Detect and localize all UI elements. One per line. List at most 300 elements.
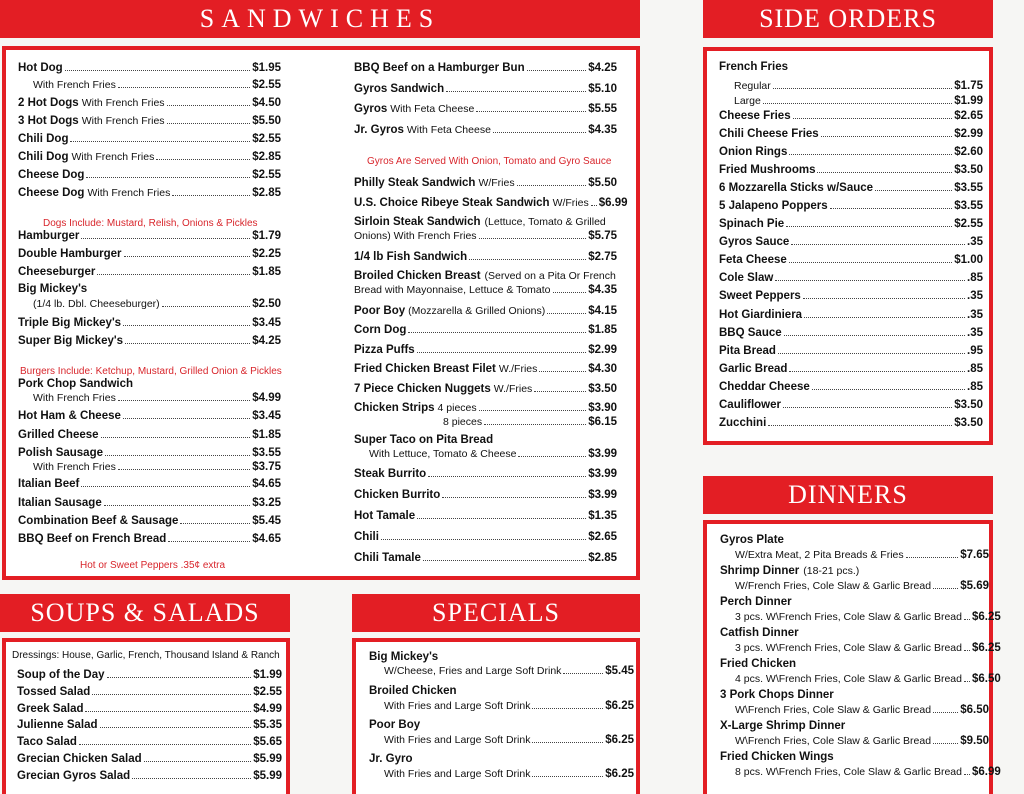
soups-box xyxy=(2,638,290,794)
item-price: .85 xyxy=(967,381,983,393)
menu-item-italian-sausage xyxy=(18,497,281,510)
item-price: $3.99 xyxy=(588,468,617,480)
menu-item-cheese-dog xyxy=(18,169,281,182)
menu-item-1-4-lb-fish-sandwich xyxy=(354,251,617,264)
menu-item-chili xyxy=(354,531,617,544)
item-price: $5.65 xyxy=(253,736,282,748)
menu-item-gyros-sauce xyxy=(719,236,983,249)
item-price: $5.45 xyxy=(605,665,634,677)
item-name: Taco Salad xyxy=(17,736,77,748)
dot-leader xyxy=(167,105,251,106)
dot-leader xyxy=(875,190,952,191)
specials-header xyxy=(352,594,640,632)
item-name: Gyros Plate xyxy=(720,534,784,546)
menu-item-w-cheese-fries-and-large-soft-drink xyxy=(369,665,634,678)
menu-item-7-piece-chicken-nuggets xyxy=(354,383,617,396)
item-name: Zucchini xyxy=(719,417,767,429)
side-orders-title: SIDE ORDERS xyxy=(759,4,937,33)
item-price: $5.35 xyxy=(253,719,282,731)
menu-item-with-french-fries xyxy=(18,461,281,474)
dot-leader xyxy=(484,424,586,425)
item-price: $2.55 xyxy=(252,79,281,91)
menu-item-regular xyxy=(719,80,983,93)
item-name: Broiled Chicken Breast xyxy=(354,270,481,282)
menu-item-hot-tamale xyxy=(354,510,617,523)
item-name: Soup of the Day xyxy=(17,669,105,681)
item-price: $6.50 xyxy=(972,673,1001,685)
item-name: Double Hamburger xyxy=(18,248,122,260)
dot-leader xyxy=(821,136,953,137)
item-name: Feta Cheese xyxy=(719,254,787,266)
menu-item-5-jalapeno-poppers xyxy=(719,200,983,213)
dot-leader xyxy=(784,335,965,336)
menu-item-title-poor-boy xyxy=(369,719,634,731)
item-price: $3.90 xyxy=(588,402,617,414)
item-price: $5.50 xyxy=(252,115,281,127)
dot-leader xyxy=(789,154,952,155)
item-price: $4.35 xyxy=(588,124,617,136)
item-name: W/Cheese, Fries and Large Soft Drink xyxy=(384,665,562,677)
item-name: With French Fries xyxy=(33,392,116,404)
item-price: $1.85 xyxy=(252,429,281,441)
dot-leader xyxy=(591,205,597,206)
item-name: Fried Chicken Breast Filet xyxy=(354,363,496,375)
dot-leader xyxy=(423,560,586,561)
item-name: X-Large Shrimp Dinner xyxy=(720,720,846,732)
item-name: Cheese Dog xyxy=(18,169,85,181)
item-price: $3.50 xyxy=(954,399,983,411)
item-price: $2.25 xyxy=(252,248,281,260)
dot-leader xyxy=(105,455,250,456)
item-price: .35 xyxy=(967,236,983,248)
menu-item-with-fries-and-large-soft-drink xyxy=(369,700,634,713)
dot-leader xyxy=(804,317,965,318)
dinners-header xyxy=(703,476,993,514)
item-price: $9.50 xyxy=(960,735,989,747)
item-price: $2.85 xyxy=(588,552,617,564)
menu-item-title-x-large-shrimp-dinner xyxy=(720,720,989,732)
item-name: 8 pieces xyxy=(443,416,483,428)
item-price: $2.99 xyxy=(954,128,983,140)
dot-leader xyxy=(517,185,587,186)
item-price: $5.55 xyxy=(588,103,617,115)
item-name: Cheddar Cheese xyxy=(719,381,810,393)
item-name: Philly Steak Sandwich xyxy=(354,177,476,189)
soups-header xyxy=(0,594,290,632)
dot-leader xyxy=(118,87,250,88)
item-price: $3.25 xyxy=(252,497,281,509)
item-price: $3.55 xyxy=(954,200,983,212)
item-price: $4.99 xyxy=(252,392,281,404)
menu-item-w-french-fries-cole-slaw-garlic-bread xyxy=(720,580,989,593)
item-name: Hot Giardiniera xyxy=(719,309,803,321)
menu-item-spinach-pie xyxy=(719,218,983,231)
item-name: Chili Dog xyxy=(18,133,69,145)
item-price: $6.25 xyxy=(605,734,634,746)
item-price: $5.50 xyxy=(588,177,617,189)
menu-item-fried-mushrooms xyxy=(719,164,983,177)
item-price: $4.15 xyxy=(588,305,617,317)
item-name: With Lettuce, Tomato & Cheese xyxy=(369,448,517,460)
menu-item-4-pcs-w-french-fries-cole-slaw-garlic-bread xyxy=(720,673,1001,686)
dot-leader xyxy=(81,486,250,487)
item-name: Grilled Cheese xyxy=(18,429,99,441)
menu-note: Hot or Sweet Peppers .35¢ extra xyxy=(80,560,226,571)
item-name: Jr. Gyro xyxy=(369,753,413,765)
dot-leader xyxy=(123,418,250,419)
dot-leader xyxy=(125,343,250,344)
item-name: Pita Bread xyxy=(719,345,776,357)
item-name: Cauliflower xyxy=(719,399,781,411)
item-description: With Feta Cheese xyxy=(390,103,475,115)
item-price: $4.30 xyxy=(588,363,617,375)
dot-leader xyxy=(172,195,250,196)
menu-item-hot-giardiniera xyxy=(719,309,983,322)
item-price: $4.50 xyxy=(252,97,281,109)
item-price: $2.50 xyxy=(252,298,281,310)
menu-item-large xyxy=(719,95,983,108)
menu-item-u-s-choice-ribeye-steak-sandwich xyxy=(354,197,628,210)
menu-item-title-gyros-plate xyxy=(720,534,989,546)
menu-item-title-shrimp-dinner xyxy=(720,565,989,577)
item-name: 3 pcs. W\French Fries, Cole Slaw & Garlic Bread xyxy=(735,642,962,654)
item-name: Grecian Gyros Salad xyxy=(17,770,131,782)
item-name: Hot Tamale xyxy=(354,510,416,522)
dot-leader xyxy=(92,694,251,695)
dot-leader xyxy=(775,280,965,281)
item-name: 3 Hot Dogs xyxy=(18,115,79,127)
dot-leader xyxy=(144,761,252,762)
dot-leader xyxy=(65,70,251,71)
dot-leader xyxy=(812,389,965,390)
menu-item-title-broiled-chicken-breast xyxy=(354,270,617,282)
item-description: With French Fries xyxy=(81,115,165,127)
specials-box xyxy=(352,638,640,794)
item-name: Regular xyxy=(734,80,771,92)
item-name: Corn Dog xyxy=(354,324,407,336)
item-price: $2.55 xyxy=(252,133,281,145)
item-price: $1.85 xyxy=(252,266,281,278)
menu-item-pizza-puffs xyxy=(354,344,617,357)
menu-item-bbq-beef-on-french-bread xyxy=(18,533,281,546)
item-name: Hamburger xyxy=(18,230,80,242)
item-price: $2.75 xyxy=(588,251,617,263)
item-name: W\French Fries, Cole Slaw & Garlic Bread xyxy=(735,704,932,716)
item-name: With Fries and Large Soft Drink xyxy=(384,734,531,746)
item-price: $1.35 xyxy=(588,510,617,522)
item-name: BBQ Sauce xyxy=(719,327,782,339)
item-name: Super Taco on Pita Bread xyxy=(354,434,494,446)
item-name: Chicken Burrito xyxy=(354,489,441,501)
item-name: Pizza Puffs xyxy=(354,344,415,356)
menu-item-cole-slaw xyxy=(719,272,983,285)
item-name: 7 Piece Chicken Nuggets xyxy=(354,383,491,395)
item-price: $2.85 xyxy=(252,187,281,199)
item-price: $1.85 xyxy=(588,324,617,336)
menu-item-title-perch-dinner xyxy=(720,596,989,608)
item-price: $2.55 xyxy=(253,686,282,698)
dot-leader xyxy=(527,70,587,71)
dot-leader xyxy=(167,123,251,124)
item-price: $1.75 xyxy=(954,80,983,92)
item-price: .35 xyxy=(967,290,983,302)
item-name: Cheeseburger xyxy=(18,266,96,278)
item-name: 2 Hot Dogs xyxy=(18,97,79,109)
item-name: (1/4 lb. Dbl. Cheeseburger) xyxy=(33,298,160,310)
sandwiches-title: SANDWICHES xyxy=(199,4,441,33)
item-name: Perch Dinner xyxy=(720,596,792,608)
item-description: 4 pieces xyxy=(437,402,477,414)
menu-item-title-big-mickey-s xyxy=(369,651,634,663)
sandwiches-header xyxy=(0,0,640,38)
menu-item-grilled-cheese xyxy=(18,429,281,442)
dot-leader xyxy=(789,371,965,372)
menu-item-combination-beef-sausage xyxy=(18,515,281,528)
menu-item-3-hot-dogs xyxy=(18,115,281,128)
item-name: Garlic Bread xyxy=(719,363,788,375)
menu-item-gyros xyxy=(354,103,617,116)
menu-item-polish-sausage xyxy=(18,447,281,460)
item-name: Steak Burrito xyxy=(354,468,427,480)
item-name: W\French Fries, Cole Slaw & Garlic Bread xyxy=(735,735,932,747)
dot-leader xyxy=(768,425,952,426)
item-price: $4.25 xyxy=(588,62,617,74)
menu-item-title-pork-chop-sandwich xyxy=(18,378,281,390)
item-price: $4.65 xyxy=(252,478,281,490)
dot-leader xyxy=(123,325,250,326)
dot-leader xyxy=(532,776,603,777)
dot-leader xyxy=(786,226,952,227)
item-name: Gyros Sauce xyxy=(719,236,790,248)
side-orders-header xyxy=(703,0,993,38)
item-price: $6.25 xyxy=(972,611,1001,623)
item-name: Catfish Dinner xyxy=(720,627,799,639)
menu-item-hot-dog xyxy=(18,62,281,75)
item-price: $2.85 xyxy=(252,151,281,163)
menu-item-chili-dog xyxy=(18,151,281,164)
dot-leader xyxy=(85,711,251,712)
item-description: (Mozzarella & Grilled Onions) xyxy=(408,305,546,317)
menu-item-bread-with-mayonnaise-lettuce-tomato xyxy=(354,284,617,297)
item-price: $4.65 xyxy=(252,533,281,545)
menu-item-garlic-bread xyxy=(719,363,983,376)
item-name: Tossed Salad xyxy=(17,686,91,698)
dot-leader xyxy=(81,238,250,239)
item-name: Big Mickey's xyxy=(369,651,439,663)
menu-item-chicken-strips xyxy=(354,402,617,415)
menu-item-cheese-fries xyxy=(719,110,983,123)
menu-item-zucchini xyxy=(719,417,983,430)
menu-note: Dogs Include: Mustard, Relish, Onions & Pickles xyxy=(43,218,258,229)
item-name: Cheese Fries xyxy=(719,110,791,122)
dot-leader xyxy=(408,332,586,333)
menu-item-title-jr-gyro xyxy=(369,753,634,765)
item-price: .85 xyxy=(967,363,983,375)
menu-item-double-hamburger xyxy=(18,248,281,261)
dot-leader xyxy=(417,518,586,519)
menu-item-chili-cheese-fries xyxy=(719,128,983,141)
menu-item-3-pcs-w-french-fries-cole-slaw-garlic-bread xyxy=(720,611,1001,624)
dot-leader xyxy=(104,505,250,506)
menu-item-title-catfish-dinner xyxy=(720,627,989,639)
item-name: 5 Jalapeno Poppers xyxy=(719,200,828,212)
item-price: .35 xyxy=(967,327,983,339)
item-description: (Served on a Pita Or French xyxy=(484,270,616,282)
dot-leader xyxy=(964,774,970,775)
menu-item-chili-dog xyxy=(18,133,281,146)
dot-leader xyxy=(933,712,958,713)
menu-item-with-french-fries xyxy=(18,392,281,405)
item-name: Sirloin Steak Sandwich xyxy=(354,216,481,228)
menu-item-title-fried-chicken-wings xyxy=(720,751,989,763)
dot-leader xyxy=(534,391,586,392)
item-price: $5.69 xyxy=(960,580,989,592)
item-name: Combination Beef & Sausage xyxy=(18,515,179,527)
item-name: 1/4 lb Fish Sandwich xyxy=(354,251,468,263)
item-name: Chili Dog xyxy=(18,151,69,163)
dot-leader xyxy=(817,172,952,173)
item-name: Broiled Chicken xyxy=(369,685,457,697)
item-price: $3.75 xyxy=(252,461,281,473)
dot-leader xyxy=(476,111,586,112)
menu-item-soup-of-the-day xyxy=(17,669,282,682)
menu-item-corn-dog xyxy=(354,324,617,337)
item-price: $3.99 xyxy=(588,489,617,501)
item-price: $1.95 xyxy=(252,62,281,74)
menu-item-with-lettuce-tomato-cheese xyxy=(354,448,617,461)
menu-item-title-super-taco-on-pita-bread xyxy=(354,434,617,446)
menu-item-chili-tamale xyxy=(354,552,617,565)
menu-item-grecian-chicken-salad xyxy=(17,753,282,766)
item-name: 3 pcs. W\French Fries, Cole Slaw & Garlic Bread xyxy=(735,611,962,623)
item-name: Polish Sausage xyxy=(18,447,104,459)
item-description: With French Fries xyxy=(87,187,171,199)
item-name: BBQ Beef on French Bread xyxy=(18,533,167,545)
dot-leader xyxy=(906,557,959,558)
item-price: $2.55 xyxy=(252,169,281,181)
item-price: $1.99 xyxy=(253,669,282,681)
item-price: $6.99 xyxy=(598,197,628,209)
menu-item-with-french-fries xyxy=(18,79,281,92)
menu-item-with-fries-and-large-soft-drink xyxy=(369,734,634,747)
menu-item-greek-salad xyxy=(17,703,282,716)
menu-item-onion-rings xyxy=(719,146,983,159)
item-price: $7.65 xyxy=(960,549,989,561)
menu-item-8-pieces xyxy=(354,416,617,429)
item-name: With Fries and Large Soft Drink xyxy=(384,700,531,712)
menu-item-jr-gyros xyxy=(354,124,617,137)
item-name: W/Extra Meat, 2 Pita Breads & Fries xyxy=(735,549,904,561)
item-description: With Feta Cheese xyxy=(406,124,491,136)
item-name: Greek Salad xyxy=(17,703,84,715)
item-price: $2.65 xyxy=(588,531,617,543)
menu-item-title-fried-chicken xyxy=(720,658,989,670)
item-price: $3.45 xyxy=(252,317,281,329)
menu-item-feta-cheese xyxy=(719,254,983,267)
menu-item-title-3-pork-chops-dinner xyxy=(720,689,989,701)
menu-item-bbq-beef-on-a-hamburger-bun xyxy=(354,62,617,75)
item-name: 3 Pork Chops Dinner xyxy=(720,689,834,701)
item-name: Large xyxy=(734,95,761,107)
item-description: W./Fries xyxy=(493,383,533,395)
item-name: With Fries and Large Soft Drink xyxy=(384,768,531,780)
item-description: (Lettuce, Tomato & Grilled xyxy=(484,216,606,228)
menu-item-tossed-salad xyxy=(17,686,282,699)
menu-item-w-extra-meat-2-pita-breads-fries xyxy=(720,549,989,562)
dot-leader xyxy=(518,456,586,457)
item-name: Jr. Gyros xyxy=(354,124,404,136)
item-name: Fried Chicken Wings xyxy=(720,751,834,763)
menu-item-julienne-salad xyxy=(17,719,282,732)
side-orders-box xyxy=(703,47,993,445)
item-name: Spinach Pie xyxy=(719,218,785,230)
item-price: $6.25 xyxy=(605,768,634,780)
item-name: Sweet Peppers xyxy=(719,290,801,302)
item-price: $6.25 xyxy=(972,642,1001,654)
item-price: $1.99 xyxy=(954,95,983,107)
item-price: $5.45 xyxy=(252,515,281,527)
item-price: $5.99 xyxy=(253,770,282,782)
menu-item-bbq-sauce xyxy=(719,327,983,340)
menu-item-sweet-peppers xyxy=(719,290,983,303)
dot-leader xyxy=(479,410,587,411)
item-name: With French Fries xyxy=(33,461,116,473)
item-name: Onion Rings xyxy=(719,146,788,158)
item-price: $3.50 xyxy=(588,383,617,395)
item-price: $2.60 xyxy=(954,146,983,158)
menu-item-hamburger xyxy=(18,230,281,243)
item-price: $3.55 xyxy=(252,447,281,459)
item-name: Hot Ham & Cheese xyxy=(18,410,121,422)
item-price: .85 xyxy=(967,272,983,284)
item-name: 4 pcs. W\French Fries, Cole Slaw & Garlic Bread xyxy=(735,673,962,685)
item-name: Gyros xyxy=(354,103,388,115)
item-price: $6.25 xyxy=(605,700,634,712)
item-name: Chili Cheese Fries xyxy=(719,128,819,140)
item-price: .95 xyxy=(967,345,983,357)
item-name: French Fries xyxy=(719,61,789,73)
item-name: Hot Dog xyxy=(18,62,63,74)
menu-item-pita-bread xyxy=(719,345,983,358)
item-name: Italian Sausage xyxy=(18,497,102,509)
item-name: 8 pcs. W\French Fries, Cole Slaw & Garlic Bread xyxy=(735,766,962,778)
dot-leader xyxy=(933,743,958,744)
item-name: U.S. Choice Ribeye Steak Sandwich xyxy=(354,197,550,209)
dot-leader xyxy=(162,306,251,307)
item-price: $4.25 xyxy=(252,335,281,347)
item-name: Bread with Mayonnaise, Lettuce & Tomato xyxy=(354,284,551,296)
item-name: Fried Chicken xyxy=(720,658,797,670)
dot-leader xyxy=(86,177,250,178)
menu-note: Gyros Are Served With Onion, Tomato and Gyro Sauce xyxy=(367,156,612,167)
item-name: Cole Slaw xyxy=(719,272,774,284)
dot-leader xyxy=(132,778,251,779)
item-price: $2.55 xyxy=(954,218,983,230)
menu-item-taco-salad xyxy=(17,736,282,749)
dot-leader xyxy=(417,352,587,353)
dot-leader xyxy=(118,400,250,401)
menu-item-triple-big-mickey-s xyxy=(18,317,281,330)
dot-leader xyxy=(964,619,970,620)
item-price: $4.35 xyxy=(588,284,617,296)
dot-leader xyxy=(563,673,603,674)
dot-leader xyxy=(532,708,603,709)
menu-item-6-mozzarella-sticks-w-sauce xyxy=(719,182,983,195)
dressings-note: Dressings: House, Garlic, French, Thousand Island & Ranch xyxy=(12,650,280,661)
item-description: W./Fries xyxy=(498,363,538,375)
dot-leader xyxy=(532,742,603,743)
dinners-title: DINNERS xyxy=(788,480,908,509)
